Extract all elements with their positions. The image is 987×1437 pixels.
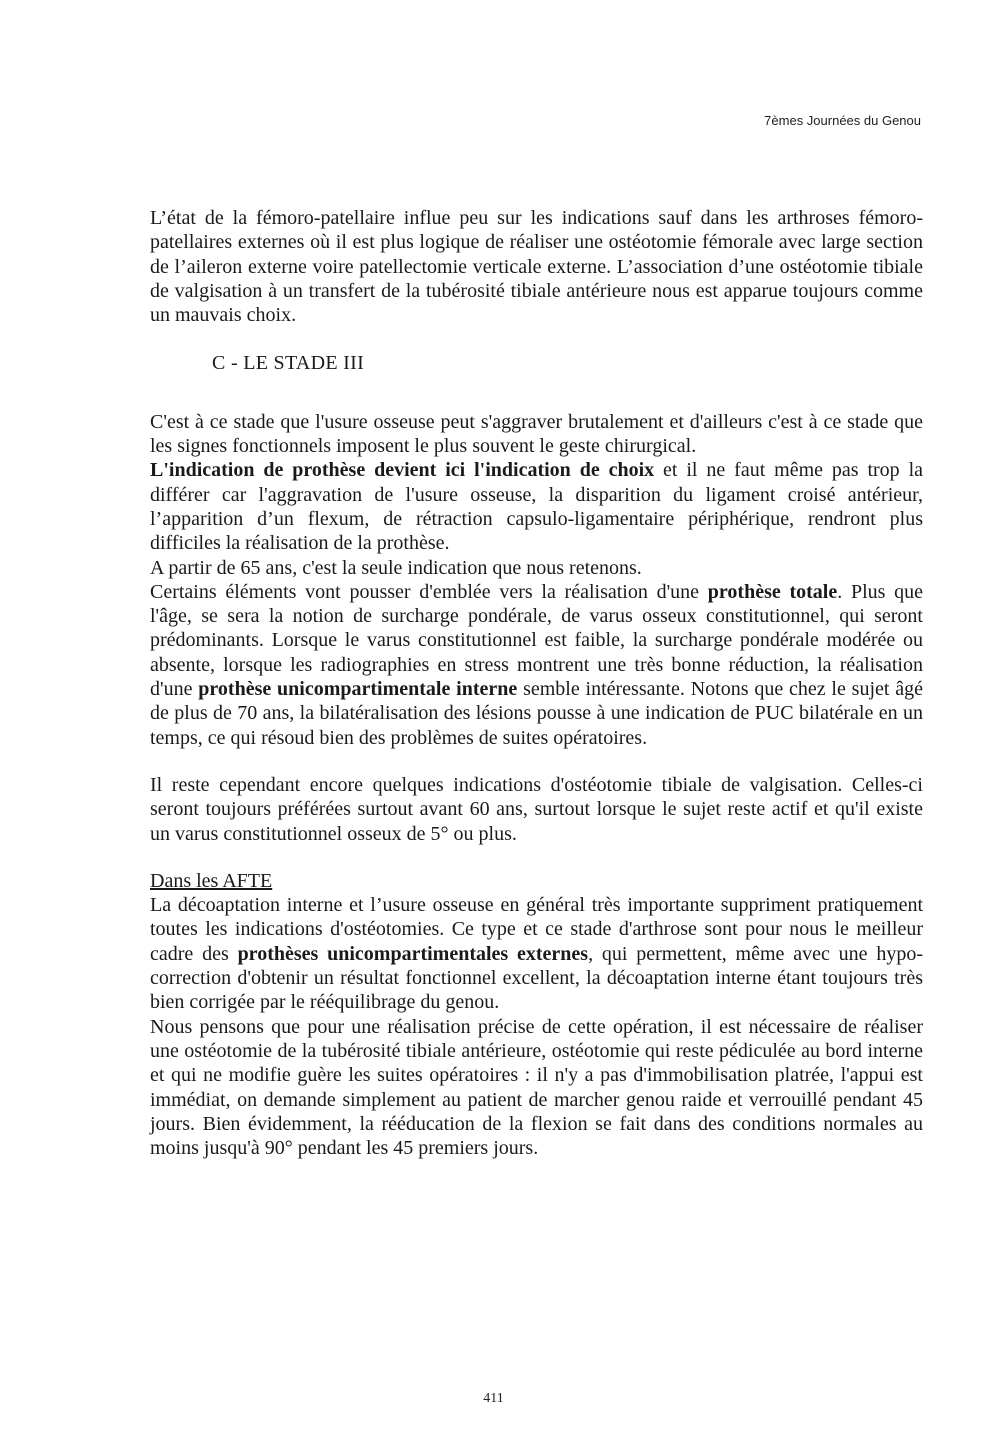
text-elements-b: . Plus que l'âge, se sera la notion de surcharge pondérale, de varus osseux constitutionnel, qui seront prédominants. Lorsque le varus constitutionnel est faible, la surcharge pondérale modérée ou absente, lorsque les radiographies en stress montrent une très bonne réduction, la réalisation d'une [150,580,924,701]
paragraph-65-ans: A partir de 65 ans, c'est la seule indication que nous retenons. [150,556,642,579]
text-elements-c: semble intéressante. Notons que chez le sujet âgé de plus de 70 ans, la bilatéralisation des lésions pousse à une indication de PUC bilatérale en un temps, ce qui résoud bien des problèmes de suites opératoires. [150,678,923,749]
section-heading-stade-iii: C - LE STADE III [212,352,365,375]
paragraph-elements [150,580,923,750]
text-indication-rest: et il ne faut même pas trop la différer car l'aggravation de l'usure osseuse, la disparition du ligament croisé antérieur, l’apparition d’un flexum, de rétraction capsulo-ligamentaire périphérique, rendront plus difficiles la réalisation de la prothèse. [150,459,924,555]
page-body [150,206,923,1160]
bold-indication-choix: L'indication de prothèse devient ici l'indication de choix [150,459,655,482]
bold-puc-interne: prothèse unicompartimentale interne [198,678,518,701]
bold-prothese-totale: prothèse totale [707,580,838,603]
subheading-afte: Dans les AFTE [150,869,273,892]
text-elements-a: Certains éléments vont pousser d'emblée vers la réalisation d'une [150,580,708,603]
paragraph-usure-osseuse: C'est à ce stade que l'usure osseuse peut s'aggraver brutalement et d'ailleurs c'est à ce stade que les signes fonctionnels imposent le plus souvent le geste chirurgical. [150,410,923,458]
paragraph-decoaptation [150,893,923,1014]
paragraph-femoro-patellaire: L’état de la fémoro-patellaire influe peu sur les indications sauf dans les arthroses fémoro-patellaires externes où il est plus logique de réaliser une ostéotomie fémorale avec large section de l’aileron externe voire patellectomie verticale externe. L’association d’une ostéotomie tibiale de valgisation à un transfert de la tubérosité tibiale antérieure nous est apparue toujours comme un mauvais choix. [150,207,923,327]
paragraph-indication-prothese [150,458,923,555]
text-decoaptation-a: La décoaptation interne et l’usure osseuse en général très importante suppriment pratiquement toutes les indications d'ostéotomies. Ce type et ce stade d'arthrose sont pour nous le meilleur cadre des [150,894,923,965]
page-number: 411 [483,1391,504,1406]
running-header: 7èmes Journées du Genou [764,113,921,128]
paragraph-osteotomie-tibiale: Il reste cependant encore quelques indications d'ostéotomie tibiale de valgisation. Celles-ci seront toujours préférées surtout avant 60 ans, surtout lorsque le sujet reste actif et qu'il existe un varus constitutionnel osseux de 5° ou plus. [150,773,923,845]
bold-puc-externes: prothèses unicompartimentales externes [237,942,589,965]
paragraph-tuberosite: Nous pensons que pour une réalisation précise de cette opération, il est nécessaire de réaliser une ostéotomie de la tubérosité tibiale antérieure, ostéotomie qui reste pédiculée au bord interne et qui ne modifie guère les suites opératoires : il n'y a pas d'immobilisation platrée, l'appui est immédiat, on demande simplement au patient de marcher genou raide et verrouillé pendant 45 jours. Bien évidemment, la rééducation de la flexion se fait dans des conditions normales au moins jusqu'à 90° pendant les 45 premiers jours. [150,1015,923,1160]
text-decoaptation-b: , qui permettent, même avec une hypo-correction d'obtenir un résultat fonctionnel excellent, la décoaptation interne étant toujours très bien corrigée par le rééquilibrage du genou. [150,942,923,1014]
